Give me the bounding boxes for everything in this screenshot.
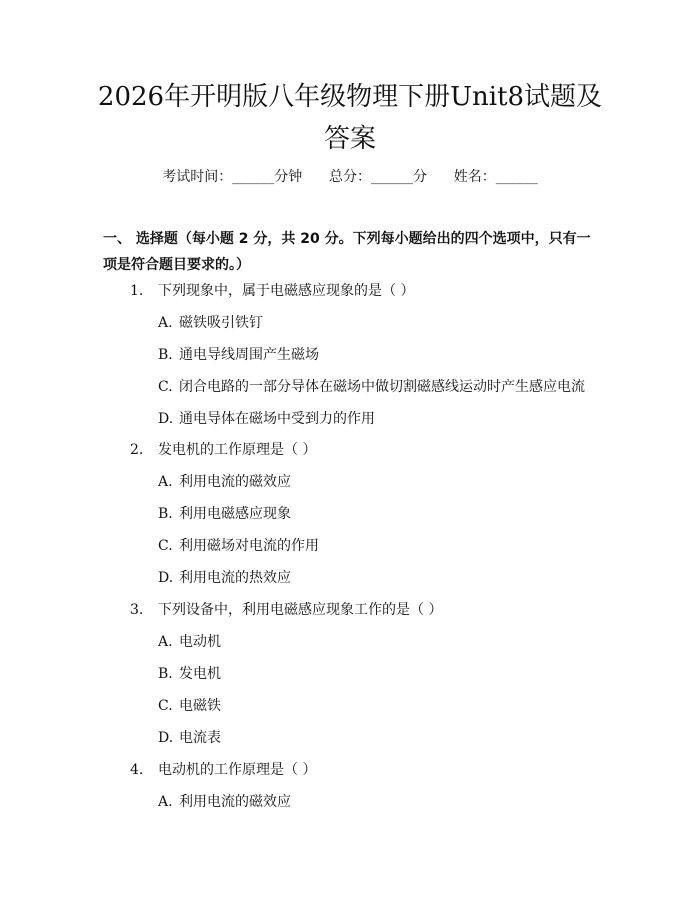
option xyxy=(158,313,263,333)
option-text: 利用电流的热效应 xyxy=(179,570,291,586)
option-letter: A. xyxy=(158,634,173,650)
question xyxy=(130,281,414,301)
question-text: 发电机的工作原理是（ ） xyxy=(158,442,317,458)
option xyxy=(158,664,221,684)
option-letter: D. xyxy=(158,570,174,586)
option xyxy=(158,504,291,524)
option xyxy=(158,568,291,588)
option-text: 磁铁吸引铁钉 xyxy=(179,315,263,331)
option xyxy=(158,345,319,365)
question xyxy=(130,440,316,460)
option-text: 电动机 xyxy=(179,634,221,650)
option xyxy=(158,536,319,556)
question-number: 2. xyxy=(130,442,144,458)
option-text: 利用电磁感应现象 xyxy=(179,506,291,522)
option-text: 通电导体在磁场中受到力的作用 xyxy=(179,411,375,427)
option xyxy=(158,696,221,716)
question-text: 下列设备中，利用电磁感应现象工作的是（ ） xyxy=(158,602,443,618)
option-letter: A. xyxy=(158,474,173,490)
question-number: 4. xyxy=(130,762,144,778)
option-text: 电流表 xyxy=(179,730,221,746)
option xyxy=(158,472,291,492)
option-letter: B. xyxy=(158,666,173,682)
question xyxy=(130,600,442,620)
option-letter: A. xyxy=(158,794,173,810)
option-letter: C. xyxy=(158,538,173,554)
option xyxy=(158,792,291,812)
option-text: 通电导线周围产生磁场 xyxy=(179,347,319,363)
section-heading: 一、 选择题（每小题 2 分，共 20 分。下列每小题给出的四个选项中，只有一项是符合题目要求的。） xyxy=(103,231,591,273)
option xyxy=(158,377,585,397)
option-text: 电磁铁 xyxy=(179,698,221,714)
option xyxy=(158,409,375,429)
option-letter: D. xyxy=(158,730,174,746)
option-letter: B. xyxy=(158,506,173,522)
question xyxy=(130,760,316,780)
option-letter: D. xyxy=(158,411,174,427)
question-number: 3. xyxy=(130,602,144,618)
page-title: 2026年开明版八年级物理下册Unit8试题及答案 xyxy=(97,82,603,154)
question-number: 1. xyxy=(130,283,144,299)
option-letter: C. xyxy=(158,379,173,395)
option-letter: B. xyxy=(158,347,173,363)
question-text: 电动机的工作原理是（ ） xyxy=(158,762,317,778)
option-text: 利用电流的磁效应 xyxy=(179,794,291,810)
option-letter: A. xyxy=(158,315,173,331)
option-text: 闭合电路的一部分导体在磁场中做切割磁感线运动时产生感应电流 xyxy=(179,379,585,395)
option xyxy=(158,728,221,748)
question-text: 下列现象中，属于电磁感应现象的是（ ） xyxy=(158,283,415,299)
option-letter: C. xyxy=(158,698,173,714)
option-text: 利用电流的磁效应 xyxy=(179,474,291,490)
option-text: 利用磁场对电流的作用 xyxy=(179,538,319,554)
option xyxy=(158,632,221,652)
option-text: 发电机 xyxy=(179,666,221,682)
exam-info-line: 考试时间：______分钟 总分：______分 姓名：______ xyxy=(162,169,538,185)
